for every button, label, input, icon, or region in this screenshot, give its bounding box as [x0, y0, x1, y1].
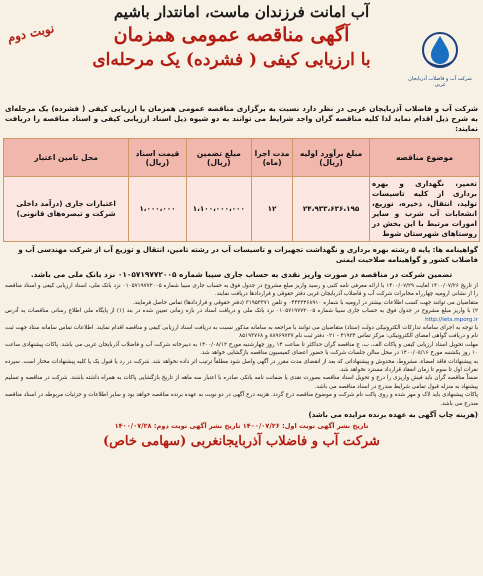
tender-table [3, 138, 480, 242]
company-logo [408, 28, 472, 100]
cell-doc-price: ۱،۰۰۰،۰۰۰ [129, 177, 186, 242]
main-title [63, 22, 400, 72]
cell-credit-source: اعتبارات جاری (درآمد داخلی شرکت و تبصره‌های قانونی) [4, 177, 129, 242]
deposit-line: تضمین شرکت در مناقصه در صورت واریز نقدی به حساب جاری سیبا شماره ۰۱۰۵۷۱۹۷۷۲۰۰۵ نزد بانک ملی می باشد. [30, 270, 453, 279]
paragraph-1b: متقاضیان می توانند جهت کسب اطلاعات بیشتر در ارومیه با شماره ۰۴۴۳۳۴۶۸۹۱۰ و تلفن ۳۱۹۵۳۳۷۱ (دفتر حقوقی و قراردادها) تماس حاصل فرمایند. [132, 299, 478, 306]
water-drop-emblem-icon [420, 28, 460, 76]
header-duration: مدت اجرا (ماه) [252, 139, 293, 177]
paragraph-2 [5, 307, 478, 324]
paragraph-3: با توجه به اجرای سامانه تدارکات الکترونیکی دولت (ستاد) متقاضیان می توانند با مراجعه به سامانه مذکور نسبت به دریافت اسناد ارزیابی کیفی و مناقصه اقدام نمایند. اطلاعات تماس سامانه ستاد جهت ثبت نام و دریافت گواهی امضای الکترونیکی: مرکز تماس ۴۱۹۳۴ - ۰۲۱ دفتر ثبت نام ۸۸۹۶۹۷۳۷ و ۸۵۱۹۳۷۶۸ [5, 325, 478, 340]
header-guarantee: مبلغ تضمین (ریال) [186, 139, 251, 177]
header-doc-price: قیمت اسناد (ریال) [129, 139, 186, 177]
round-badge: نوبت دوم [6, 21, 56, 45]
title-line-1: آگهی مناقصه عمومی همزمان [113, 24, 350, 46]
fee-line: (هزینه چاپ آگهی به عهده برنده مزایده می باشد) [308, 411, 478, 420]
qualification-notice: گواهینامه ها: پایه ۵ رشته بهره برداری و نگهداشت تجهیزات و تاسیسات آب در رشته تامین، انتقال و توزیع آب از شرکت مهندسی آب و فاضلاب کشور و گواهینامه صلاحیت ایمنی [18, 246, 478, 264]
paragraph-5: به پیشنهادات فاقد امضاء، مشروط، مخدوش و پیشنهاداتی که بعد از انقضای مدت مقرر در آگهی واصل شود مطلقاً ترتیب اثر داده نخواهد شد. شرکت در رد یا قبول یک یا کلیه پیشنهادات مختار است. سپرده نفرات اول تا سوم تا زمان انعقاد قرارداد مسترد نخواهد شد. [5, 358, 478, 374]
slogan: آب امانت فرزندان ماست، امانتدار باشیم [113, 3, 370, 21]
paragraph-1a: از تاریخ ۱۴۰۰/۰۷/۲۶ لغایت ۱۴۰۰/۰۷/۲۹ با ارائه معرفی نامه کتبی و رسید واریز مبلغ مشروح در جدول فوق به حساب جاری سیبا شماره ۰۱۰۵۷۱۹۷۷۲۰۰۵ نزد بانک ملی، اسناد ارزیابی کیفی و اسناد مناقصه را از نشانی ارومیه چهارراه مخابرات شرکت آب و فاضلاب آذربایجان غربی دفتر حقوقی و قراردادها دریافت نمایند. [5, 283, 478, 298]
intro-paragraph: شرکت آب و فاضلاب آذربایجان غربی در نظر دارد نسبت به برگزاری مناقصه عمومی همزمان با ارزیابی کیفی ( فشرده) یک مرحله‌ای به شرح ذیل اقدام نماید لذا کلیه مناقصه گران واجد شرایط می توانند به دو شیوه ذیل اسناد ارزیابی کیفی و اسناد مناقصه را دریافت نمایند: [5, 104, 478, 133]
paragraph-4: مهلت تحویل اسناد ارزیابی کیفی و پاکات الف، ب، ج مناقصه گران حداکثر تا ساعت ۱۴ روز چهارشنبه مورخ ۱۴۰۰/۰۸/۱۲ به دبیرخانه شرکت آب و فاضلاب آذربایجان غربی می باشد. پاکات پیشنهادی ساعت ۱۰ روز یکشنبه مورخ ۱۴۰۰/۰۸/۱۶ در محل سالن جلسات شرکت با حضور اعضای کمیسیون مناقصه بازگشایی خواهد شد. [5, 341, 479, 357]
paragraph-2-text: ۲) با واریز مبلغ مشروح در جدول فوق به حساب جاری سیبا شماره ۰۱۰۵۷۱۹۷۷۲۰۰۵ نزد بانک ملی و دریافت اسناد در بازه زمانی تعیین شده در بند (۱) از پایگاه ملی اطلاع رسانی مناقصات به آدرس [5, 308, 478, 315]
company-footer: شرکت آب و فاضلاب آذربایجانغربی (سهامی خاص) [103, 434, 380, 450]
logo-caption: شرکت آب و فاضلاب آذربایجان غربی [408, 76, 472, 88]
title-line-2: با ارزیابی کیفی ( فشرده) یک مرحله‌ای [92, 50, 371, 70]
cell-subject: تعمیر، نگهداری و بهره برداری از کلیه تاسیسات تولید، انتقال، ذخیره، توزیع، انشعابات آب شرب و سایر امورات مرتبط با این بخش در روستاهای شهرستان شوط [370, 177, 480, 242]
publish-dates: تاریخ نشر آگهی نوبت اول: ۱۴۰۰/۰۷/۲۶ تاریخ نشر آگهی نوبت دوم: ۱۴۰۰/۰۷/۲۸ [114, 422, 369, 431]
paragraph-6: ضمناً مناقصه گران باید فیش واریزی را درج و تحویل اسناد مناقصه بصورت نقدی یا ضمانت نامه بانکی صادره با اعتبار سه ماهه از تاریخ بازگشایی پاکات به همراه داشته باشند. شرکت در مناقصه و تسلیم پیشنهاد به منزله قبول تمامی شرایط مندرج در اسناد مناقصه می باشد. [5, 375, 478, 390]
iets-link[interactable]: http://iets.mporg.ir [425, 316, 478, 323]
cell-guarantee: ۱،۱۰۰،۰۰۰،۰۰۰ [186, 177, 251, 242]
header-subject: موضوع مناقصه [370, 139, 480, 177]
header [3, 22, 480, 102]
table-header-row [4, 139, 480, 177]
table-row [4, 177, 480, 242]
header-credit-source: محل تامین اعتبار [4, 139, 129, 177]
cell-estimate: ۲۴،۹۳۳،۶۳۶،۱۹۵ [293, 177, 370, 242]
cell-duration: ۱۲ [252, 177, 293, 242]
header-estimate: مبلغ برآورد اولیه (ریال) [293, 139, 370, 177]
paragraph-7: پاکات پیشنهادی باید لاک و مهر شده و روی پاکت نام شرکت و موضوع مناقصه درج گردد. هزینه درج آگهی در دو نوبت به عهده برنده مناقصه خواهد بود و سایر اطلاعات و جزئیات مربوطه در اسناد مناقصه مندرج می باشد. [5, 392, 478, 407]
body-text [3, 281, 480, 409]
